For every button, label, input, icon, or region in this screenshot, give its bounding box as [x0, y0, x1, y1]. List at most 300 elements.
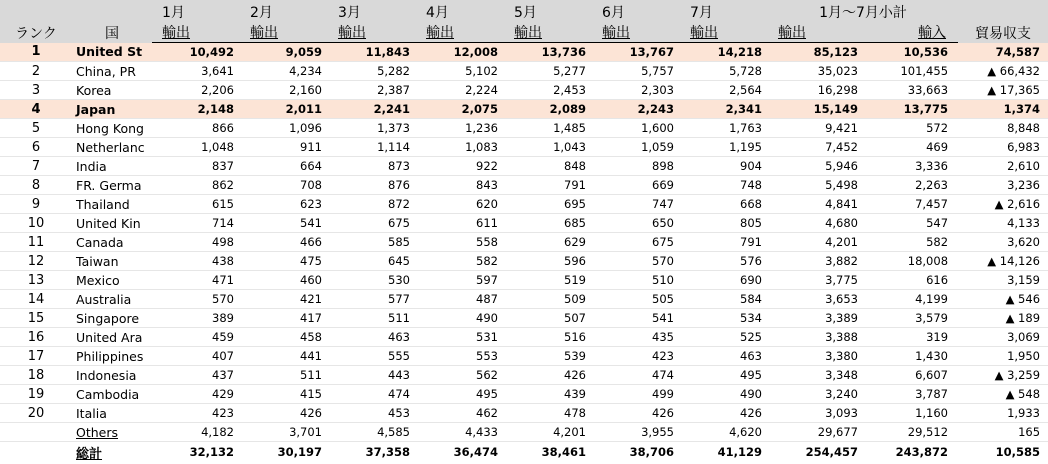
month-export-cell: 12,008 — [416, 43, 504, 62]
header-month-5: 5月 — [504, 0, 592, 22]
subtotal-import-cell: 547 — [868, 214, 958, 233]
month-export-cell: 623 — [240, 195, 328, 214]
table-row — [0, 233, 1048, 252]
month-export-cell: 435 — [592, 328, 680, 347]
month-export-cell: 2,224 — [416, 81, 504, 100]
month-export-cell: 475 — [240, 252, 328, 271]
month-export-cell: 541 — [240, 214, 328, 233]
month-export-cell: 2,453 — [504, 81, 592, 100]
month-export-cell: 438 — [152, 252, 240, 271]
month-export-cell: 1,763 — [680, 119, 768, 138]
month-export-cell: 519 — [504, 271, 592, 290]
month-export-cell: 4,433 — [416, 423, 504, 442]
rank-cell: 10 — [0, 214, 72, 233]
month-export-cell: 423 — [152, 404, 240, 423]
month-export-cell: 460 — [240, 271, 328, 290]
month-export-cell: 911 — [240, 138, 328, 157]
month-export-cell: 848 — [504, 157, 592, 176]
month-export-cell: 570 — [592, 252, 680, 271]
country-cell: Indonesia — [72, 366, 152, 385]
table-row — [0, 43, 1048, 62]
month-export-cell: 685 — [504, 214, 592, 233]
month-export-cell: 675 — [328, 214, 416, 233]
month-export-cell: 437 — [152, 366, 240, 385]
month-export-cell: 791 — [504, 176, 592, 195]
month-export-cell: 2,387 — [328, 81, 416, 100]
month-export-cell: 1,048 — [152, 138, 240, 157]
month-export-cell: 478 — [504, 404, 592, 423]
month-export-cell: 843 — [416, 176, 504, 195]
subtotal-import-cell: 243,872 — [868, 442, 958, 463]
country-cell: Taiwan — [72, 252, 152, 271]
country-cell: United Ara — [72, 328, 152, 347]
month-export-cell: 2,303 — [592, 81, 680, 100]
balance-cell: ▲ 546 — [958, 290, 1048, 309]
subtotal-import-cell: 13,775 — [868, 100, 958, 119]
header-month-7: 7月 — [680, 0, 768, 22]
header-export: 輸出 — [240, 22, 328, 43]
month-export-cell: 463 — [680, 347, 768, 366]
month-export-cell: 4,182 — [152, 423, 240, 442]
subtotal-import-cell: 3,579 — [868, 309, 958, 328]
month-export-cell: 511 — [328, 309, 416, 328]
subtotal-export-cell: 3,882 — [768, 252, 868, 271]
month-export-cell: 1,373 — [328, 119, 416, 138]
table-body — [0, 43, 1048, 463]
month-export-cell: 474 — [592, 366, 680, 385]
month-export-cell: 1,043 — [504, 138, 592, 157]
month-export-cell: 38,706 — [592, 442, 680, 463]
header-month-2: 2月 — [240, 0, 328, 22]
subtotal-import-cell: 572 — [868, 119, 958, 138]
rank-cell: 13 — [0, 271, 72, 290]
month-export-cell: 596 — [504, 252, 592, 271]
table-row — [0, 62, 1048, 81]
month-export-cell: 2,243 — [592, 100, 680, 119]
month-export-cell: 577 — [328, 290, 416, 309]
month-export-cell: 471 — [152, 271, 240, 290]
total-row — [0, 442, 1048, 463]
month-export-cell: 423 — [592, 347, 680, 366]
month-export-cell: 389 — [152, 309, 240, 328]
month-export-cell: 5,757 — [592, 62, 680, 81]
balance-cell: ▲ 2,616 — [958, 195, 1048, 214]
month-export-cell: 2,341 — [680, 100, 768, 119]
month-export-cell: 426 — [240, 404, 328, 423]
month-export-cell: 421 — [240, 290, 328, 309]
month-export-cell: 1,096 — [240, 119, 328, 138]
subtotal-export-cell: 3,775 — [768, 271, 868, 290]
balance-cell: ▲ 14,126 — [958, 252, 1048, 271]
month-export-cell: 510 — [592, 271, 680, 290]
month-export-cell: 748 — [680, 176, 768, 195]
subtotal-import-cell: 29,512 — [868, 423, 958, 442]
rank-cell: 17 — [0, 347, 72, 366]
balance-cell: 4,133 — [958, 214, 1048, 233]
month-export-cell: 675 — [592, 233, 680, 252]
subtotal-import-cell: 1,430 — [868, 347, 958, 366]
month-export-cell: 1,114 — [328, 138, 416, 157]
subtotal-import-cell: 7,457 — [868, 195, 958, 214]
country-cell: India — [72, 157, 152, 176]
header-export: 輸出 — [504, 22, 592, 43]
month-export-cell: 4,585 — [328, 423, 416, 442]
month-export-cell: 2,160 — [240, 81, 328, 100]
header-subtotal: 1月〜7月小計 — [768, 0, 958, 22]
country-cell: Thailand — [72, 195, 152, 214]
month-export-cell: 426 — [504, 366, 592, 385]
month-export-cell: 507 — [504, 309, 592, 328]
month-export-cell: 866 — [152, 119, 240, 138]
rank-cell — [0, 423, 72, 442]
month-export-cell: 36,474 — [416, 442, 504, 463]
month-export-cell: 490 — [416, 309, 504, 328]
month-export-cell: 876 — [328, 176, 416, 195]
table-row — [0, 138, 1048, 157]
rank-cell: 6 — [0, 138, 72, 157]
month-export-cell: 4,234 — [240, 62, 328, 81]
country-cell: Singapore — [72, 309, 152, 328]
month-export-cell: 30,197 — [240, 442, 328, 463]
month-export-cell: 407 — [152, 347, 240, 366]
table-row — [0, 328, 1048, 347]
month-export-cell: 426 — [680, 404, 768, 423]
month-export-cell: 611 — [416, 214, 504, 233]
month-export-cell: 443 — [328, 366, 416, 385]
month-export-cell: 620 — [416, 195, 504, 214]
country-cell: Philippines — [72, 347, 152, 366]
month-export-cell: 38,461 — [504, 442, 592, 463]
rank-cell: 19 — [0, 385, 72, 404]
country-cell: Cambodia — [72, 385, 152, 404]
balance-cell: ▲ 3,259 — [958, 366, 1048, 385]
month-export-cell: 1,485 — [504, 119, 592, 138]
header-export: 輸出 — [328, 22, 416, 43]
country-cell: Netherlanc — [72, 138, 152, 157]
month-export-cell: 1,236 — [416, 119, 504, 138]
month-export-cell: 3,701 — [240, 423, 328, 442]
month-export-cell: 505 — [592, 290, 680, 309]
rank-cell: 15 — [0, 309, 72, 328]
subtotal-export-cell: 4,680 — [768, 214, 868, 233]
month-export-cell: 3,641 — [152, 62, 240, 81]
month-export-cell: 415 — [240, 385, 328, 404]
subtotal-export-cell: 29,677 — [768, 423, 868, 442]
month-export-cell: 498 — [152, 233, 240, 252]
month-export-cell: 530 — [328, 271, 416, 290]
month-export-cell: 615 — [152, 195, 240, 214]
subtotal-export-cell: 16,298 — [768, 81, 868, 100]
header-rank: ランク — [0, 0, 72, 43]
month-export-cell: 2,564 — [680, 81, 768, 100]
header-export: 輸出 — [592, 22, 680, 43]
rank-cell: 4 — [0, 100, 72, 119]
subtotal-export-cell: 4,201 — [768, 233, 868, 252]
month-export-cell: 499 — [592, 385, 680, 404]
month-export-cell: 584 — [680, 290, 768, 309]
table-row — [0, 119, 1048, 138]
table-header — [0, 0, 1048, 43]
month-export-cell: 582 — [416, 252, 504, 271]
subtotal-export-cell: 4,841 — [768, 195, 868, 214]
header-export: 輸出 — [680, 22, 768, 43]
table-row — [0, 214, 1048, 233]
month-export-cell: 645 — [328, 252, 416, 271]
month-export-cell: 459 — [152, 328, 240, 347]
balance-cell: 3,159 — [958, 271, 1048, 290]
balance-cell: 1,950 — [958, 347, 1048, 366]
subtotal-import-cell: 319 — [868, 328, 958, 347]
month-export-cell: 5,102 — [416, 62, 504, 81]
header-export: 輸出 — [152, 22, 240, 43]
month-export-cell: 13,767 — [592, 43, 680, 62]
table-row — [0, 347, 1048, 366]
header-month-6: 6月 — [592, 0, 680, 22]
rank-cell: 14 — [0, 290, 72, 309]
month-export-cell: 558 — [416, 233, 504, 252]
month-export-cell: 458 — [240, 328, 328, 347]
month-export-cell: 2,075 — [416, 100, 504, 119]
month-export-cell: 747 — [592, 195, 680, 214]
month-export-cell: 695 — [504, 195, 592, 214]
subtotal-export-cell: 3,389 — [768, 309, 868, 328]
month-export-cell: 5,282 — [328, 62, 416, 81]
table-row — [0, 271, 1048, 290]
table-row — [0, 252, 1048, 271]
month-export-cell: 553 — [416, 347, 504, 366]
rank-cell: 3 — [0, 81, 72, 100]
month-export-cell: 9,059 — [240, 43, 328, 62]
subtotal-export-cell: 254,457 — [768, 442, 868, 463]
subtotal-import-cell: 3,787 — [868, 385, 958, 404]
country-cell: Korea — [72, 81, 152, 100]
subtotal-import-cell: 6,607 — [868, 366, 958, 385]
month-export-cell: 10,492 — [152, 43, 240, 62]
balance-cell: 3,069 — [958, 328, 1048, 347]
month-export-cell: 708 — [240, 176, 328, 195]
month-export-cell: 462 — [416, 404, 504, 423]
month-export-cell: 426 — [592, 404, 680, 423]
month-export-cell: 669 — [592, 176, 680, 195]
subtotal-export-cell: 5,946 — [768, 157, 868, 176]
subtotal-export-cell: 85,123 — [768, 43, 868, 62]
table-row — [0, 81, 1048, 100]
rank-cell: 7 — [0, 157, 72, 176]
country-cell: Hong Kong — [72, 119, 152, 138]
table-row — [0, 157, 1048, 176]
month-export-cell: 463 — [328, 328, 416, 347]
subtotal-export-cell: 35,023 — [768, 62, 868, 81]
month-export-cell: 562 — [416, 366, 504, 385]
subtotal-import-cell: 101,455 — [868, 62, 958, 81]
table-row — [0, 309, 1048, 328]
table-row — [0, 176, 1048, 195]
country-cell: Others — [72, 423, 152, 442]
month-export-cell: 14,218 — [680, 43, 768, 62]
table-row — [0, 366, 1048, 385]
rank-cell: 1 — [0, 43, 72, 62]
balance-cell: 10,585 — [958, 442, 1048, 463]
month-export-cell: 922 — [416, 157, 504, 176]
balance-cell: 165 — [958, 423, 1048, 442]
header-subtotal-export: 輸出 — [768, 22, 868, 43]
month-export-cell: 576 — [680, 252, 768, 271]
balance-cell: ▲ 189 — [958, 309, 1048, 328]
subtotal-import-cell: 616 — [868, 271, 958, 290]
month-export-cell: 539 — [504, 347, 592, 366]
month-export-cell: 4,201 — [504, 423, 592, 442]
balance-cell: 2,610 — [958, 157, 1048, 176]
balance-cell: 1,374 — [958, 100, 1048, 119]
month-export-cell: 3,955 — [592, 423, 680, 442]
month-export-cell: 32,132 — [152, 442, 240, 463]
subtotal-import-cell: 469 — [868, 138, 958, 157]
month-export-cell: 570 — [152, 290, 240, 309]
subtotal-export-cell: 3,380 — [768, 347, 868, 366]
rank-cell: 5 — [0, 119, 72, 138]
month-export-cell: 487 — [416, 290, 504, 309]
country-cell: FR. Germa — [72, 176, 152, 195]
subtotal-import-cell: 582 — [868, 233, 958, 252]
header-balance: 貿易収支 — [958, 0, 1048, 43]
country-cell: 総計 — [72, 442, 152, 463]
rank-cell: 18 — [0, 366, 72, 385]
month-export-cell: 668 — [680, 195, 768, 214]
month-export-cell: 690 — [680, 271, 768, 290]
month-export-cell: 664 — [240, 157, 328, 176]
month-export-cell: 1,195 — [680, 138, 768, 157]
subtotal-export-cell: 3,388 — [768, 328, 868, 347]
month-export-cell: 805 — [680, 214, 768, 233]
rank-cell: 12 — [0, 252, 72, 271]
header-month-4: 4月 — [416, 0, 504, 22]
month-export-cell: 37,358 — [328, 442, 416, 463]
month-export-cell: 41,129 — [680, 442, 768, 463]
balance-cell: 1,933 — [958, 404, 1048, 423]
month-export-cell: 1,083 — [416, 138, 504, 157]
subtotal-import-cell: 33,663 — [868, 81, 958, 100]
header-export: 輸出 — [416, 22, 504, 43]
balance-cell: 74,587 — [958, 43, 1048, 62]
table-row — [0, 100, 1048, 119]
subtotal-import-cell: 1,160 — [868, 404, 958, 423]
month-export-cell: 495 — [416, 385, 504, 404]
month-export-cell: 5,277 — [504, 62, 592, 81]
balance-cell: ▲ 548 — [958, 385, 1048, 404]
subtotal-export-cell: 3,653 — [768, 290, 868, 309]
month-export-cell: 872 — [328, 195, 416, 214]
country-cell: United Kin — [72, 214, 152, 233]
subtotal-export-cell: 3,348 — [768, 366, 868, 385]
month-export-cell: 490 — [680, 385, 768, 404]
month-export-cell: 417 — [240, 309, 328, 328]
month-export-cell: 11,843 — [328, 43, 416, 62]
header-country: 国 — [72, 0, 152, 43]
month-export-cell: 2,089 — [504, 100, 592, 119]
month-export-cell: 453 — [328, 404, 416, 423]
table-row — [0, 385, 1048, 404]
month-export-cell: 541 — [592, 309, 680, 328]
month-export-cell: 5,728 — [680, 62, 768, 81]
subtotal-export-cell: 15,149 — [768, 100, 868, 119]
subtotal-export-cell: 5,498 — [768, 176, 868, 195]
subtotal-import-cell: 4,199 — [868, 290, 958, 309]
month-export-cell: 791 — [680, 233, 768, 252]
month-export-cell: 1,600 — [592, 119, 680, 138]
country-cell: Japan — [72, 100, 152, 119]
subtotal-export-cell: 9,421 — [768, 119, 868, 138]
table-row — [0, 290, 1048, 309]
month-export-cell: 531 — [416, 328, 504, 347]
balance-cell: 3,236 — [958, 176, 1048, 195]
month-export-cell: 597 — [416, 271, 504, 290]
month-export-cell: 898 — [592, 157, 680, 176]
month-export-cell: 862 — [152, 176, 240, 195]
header-month-1: 1月 — [152, 0, 240, 22]
table-row — [0, 404, 1048, 423]
month-export-cell: 714 — [152, 214, 240, 233]
month-export-cell: 904 — [680, 157, 768, 176]
rank-cell: 2 — [0, 62, 72, 81]
month-export-cell: 2,206 — [152, 81, 240, 100]
header-subtotal-import: 輸入 — [868, 22, 958, 43]
country-cell: Mexico — [72, 271, 152, 290]
others-row — [0, 423, 1048, 442]
month-export-cell: 2,011 — [240, 100, 328, 119]
country-cell: United St — [72, 43, 152, 62]
subtotal-import-cell: 3,336 — [868, 157, 958, 176]
balance-cell: ▲ 66,432 — [958, 62, 1048, 81]
month-export-cell: 2,148 — [152, 100, 240, 119]
month-export-cell: 525 — [680, 328, 768, 347]
month-export-cell: 495 — [680, 366, 768, 385]
month-export-cell: 2,241 — [328, 100, 416, 119]
rank-cell: 9 — [0, 195, 72, 214]
month-export-cell: 439 — [504, 385, 592, 404]
month-export-cell: 534 — [680, 309, 768, 328]
subtotal-export-cell: 7,452 — [768, 138, 868, 157]
country-cell: China, PR — [72, 62, 152, 81]
header-month-3: 3月 — [328, 0, 416, 22]
month-export-cell: 4,620 — [680, 423, 768, 442]
rank-cell: 8 — [0, 176, 72, 195]
subtotal-import-cell: 10,536 — [868, 43, 958, 62]
month-export-cell: 585 — [328, 233, 416, 252]
table-row — [0, 195, 1048, 214]
subtotal-import-cell: 18,008 — [868, 252, 958, 271]
country-cell: Canada — [72, 233, 152, 252]
month-export-cell: 837 — [152, 157, 240, 176]
month-export-cell: 509 — [504, 290, 592, 309]
month-export-cell: 873 — [328, 157, 416, 176]
month-export-cell: 555 — [328, 347, 416, 366]
rank-cell: 11 — [0, 233, 72, 252]
month-export-cell: 650 — [592, 214, 680, 233]
month-export-cell: 441 — [240, 347, 328, 366]
country-cell: Australia — [72, 290, 152, 309]
balance-cell: 8,848 — [958, 119, 1048, 138]
month-export-cell: 466 — [240, 233, 328, 252]
rank-cell — [0, 442, 72, 463]
subtotal-import-cell: 2,263 — [868, 176, 958, 195]
rank-cell: 16 — [0, 328, 72, 347]
balance-cell: 6,983 — [958, 138, 1048, 157]
month-export-cell: 629 — [504, 233, 592, 252]
subtotal-export-cell: 3,240 — [768, 385, 868, 404]
month-export-cell: 1,059 — [592, 138, 680, 157]
month-export-cell: 511 — [240, 366, 328, 385]
month-export-cell: 429 — [152, 385, 240, 404]
